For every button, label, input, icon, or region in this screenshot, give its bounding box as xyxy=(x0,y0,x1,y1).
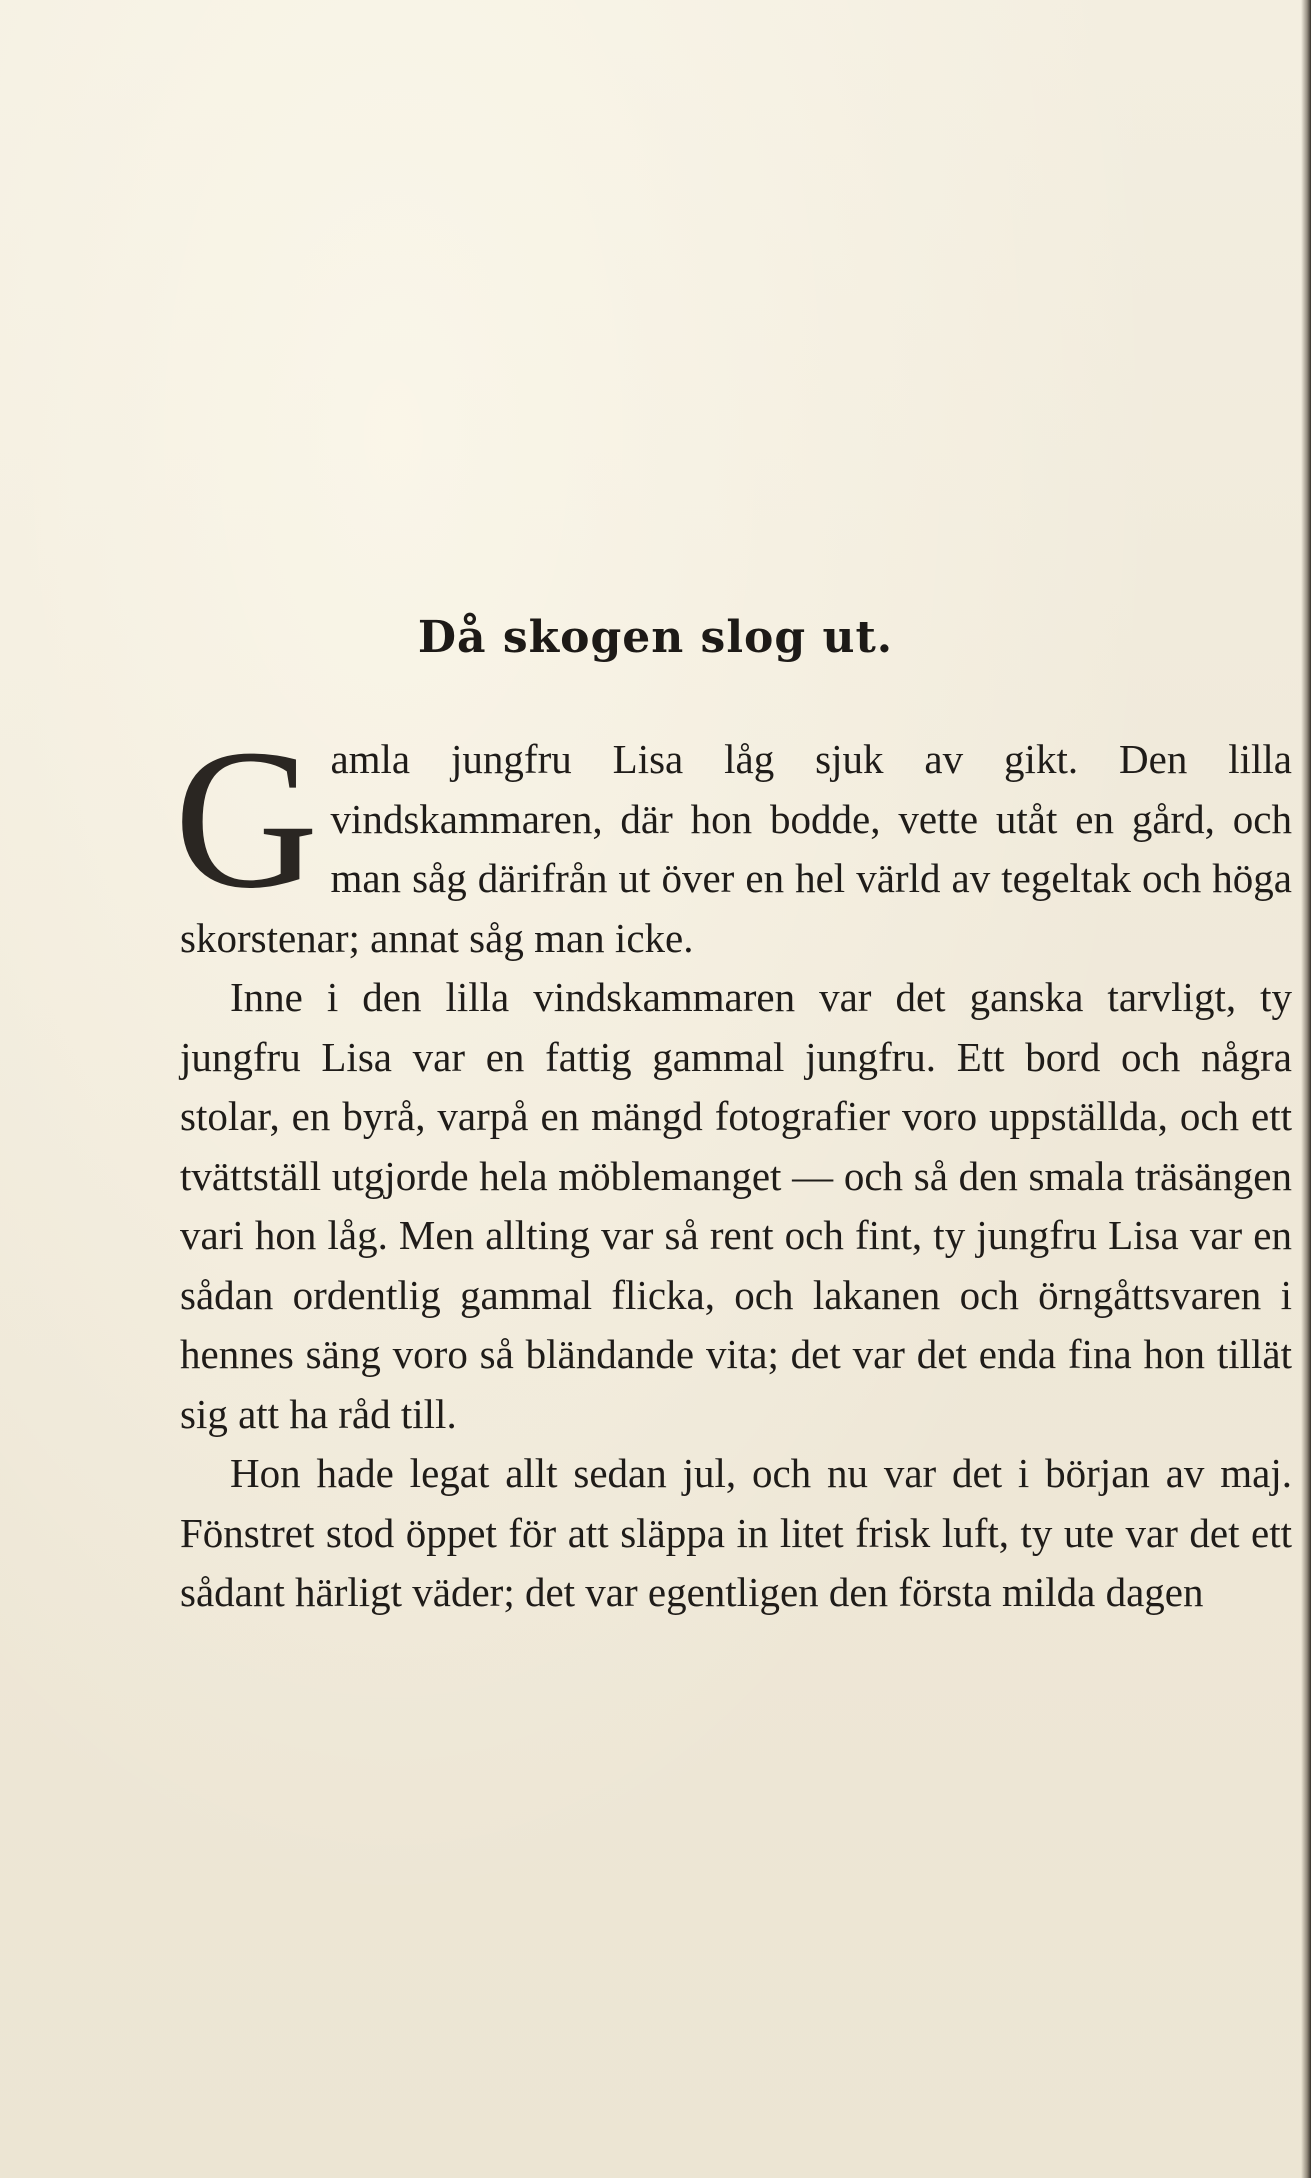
drop-cap: G xyxy=(174,709,319,930)
paragraph-2: Inne i den lilla vindskammaren var det ganska tarvligt, ty jungfru Lisa var en fattig gammal jungfru. Ett bord och några stolar, en byrå, varpå en mängd fotografier voro uppställda, och ett tvättställ utgjorde hela möblemanget — och så den smala träsängen vari hon låg. Men allting var så rent och fint, ty jungfru Lisa var en sådan ordentlig gammal flicka, och lakanen och örngåttsvaren i hennes säng voro så bländande vita; det var det enda fina hon tillät sig att ha råd till. xyxy=(180,974,1292,1437)
page-edge-shadow xyxy=(1301,0,1311,2178)
chapter-title: Då skogen slog ut. xyxy=(417,612,894,663)
paragraph-3: Hon hade legat allt sedan jul, och nu var det i början av maj. Fönstret stod öppet för att släppa in litet frisk luft, ty ute var det ett sådant härligt väder; det var egentligen den första milda dagen xyxy=(180,1450,1292,1615)
paragraph-1 xyxy=(174,709,1292,968)
paragraph-1-text: amla jungfru Lisa låg sjuk av gikt. Den lilla vindskammaren, där hon bodde, vette utåt en gård, och man såg därifrån ut över en hel värld av tegeltak och höga skorstenar; annat såg man icke. xyxy=(180,736,1292,961)
body-text xyxy=(174,709,1292,1623)
